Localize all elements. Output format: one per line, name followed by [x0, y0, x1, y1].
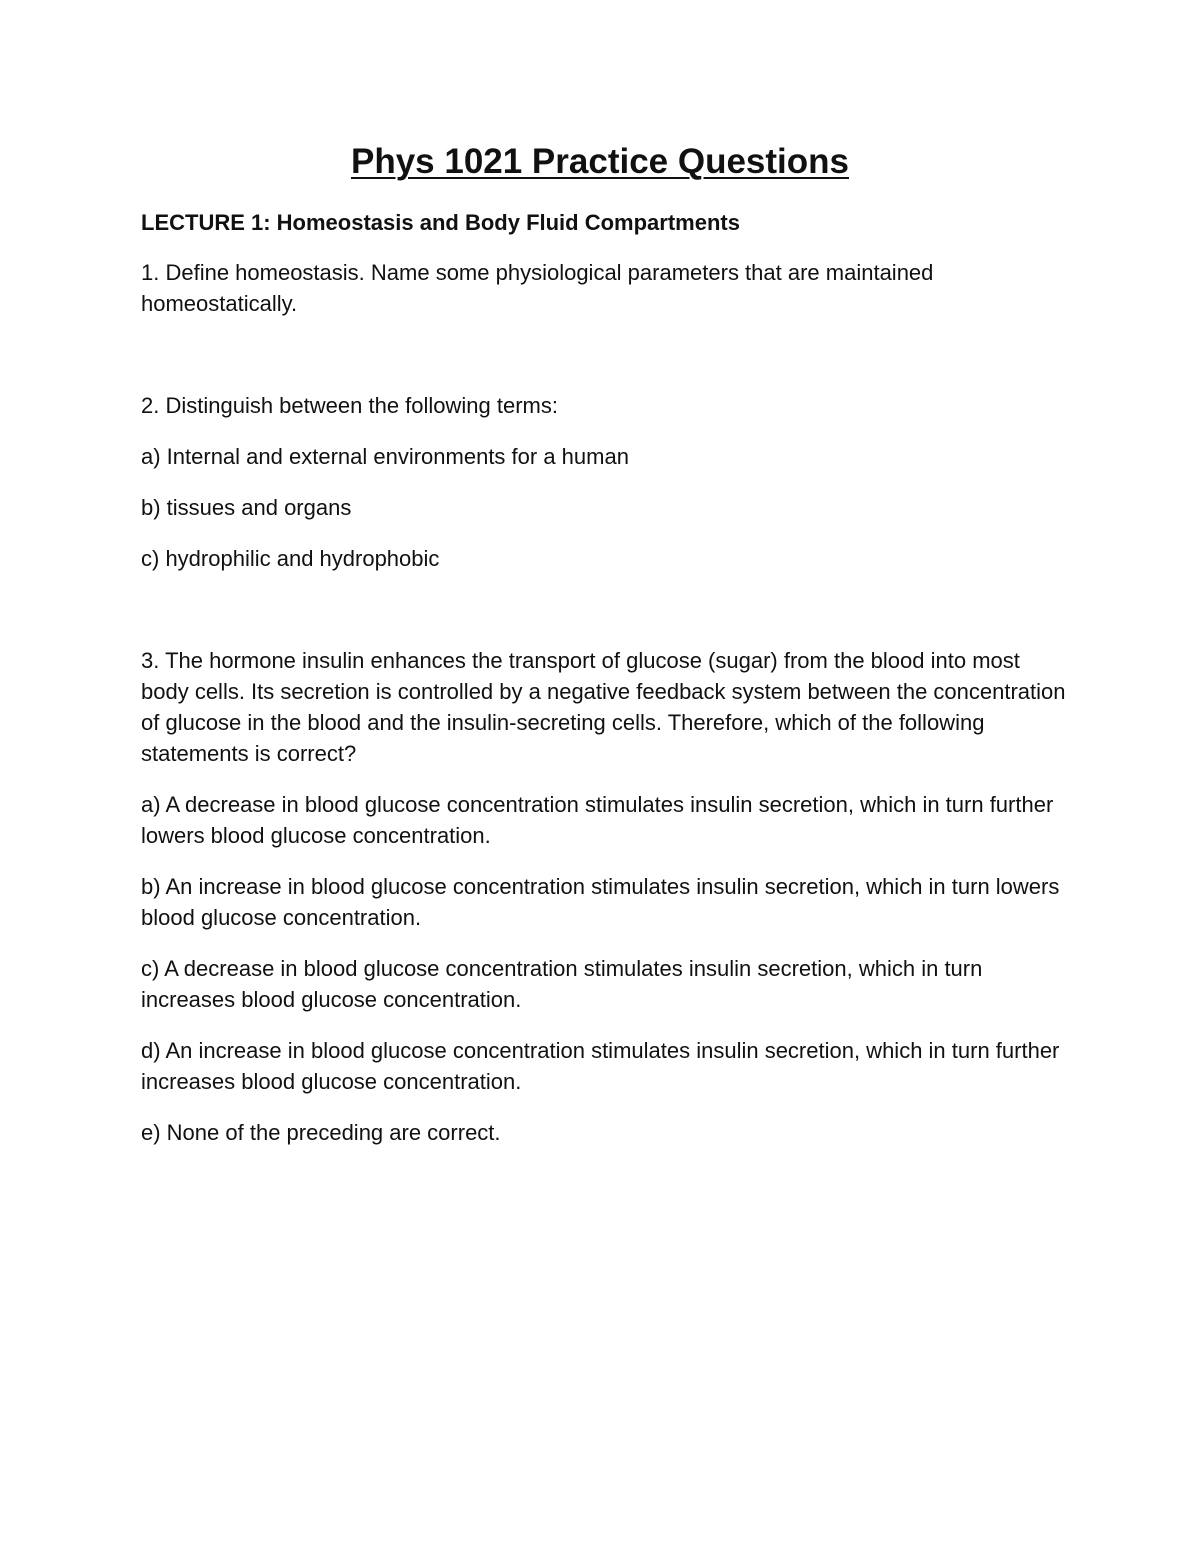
question-3: 3. The hormone insulin enhances the transport of glucose (sugar) from the blood into most body cells. Its secretion is controlled by a negative feedback system between the concentration of glucose in the blood and the insulin-secreting cells. Therefore, which of the following statements is correct?	[141, 648, 1066, 766]
question-2-option-c: c) hydrophilic and hydrophobic	[141, 546, 440, 571]
question-3-option-e: e) None of the preceding are correct.	[141, 1120, 501, 1145]
question-3-option-c: c) A decrease in blood glucose concentration stimulates insulin secretion, which in turn increases blood glucose concentration.	[141, 956, 983, 1012]
lecture-heading: LECTURE 1: Homeostasis and Body Fluid Compartments	[141, 210, 740, 235]
question-1: 1. Define homeostasis. Name some physiological parameters that are maintained homeostatically.	[141, 260, 934, 316]
question-2: 2. Distinguish between the following terms:	[141, 393, 558, 418]
document-body	[141, 207, 1071, 1148]
question-3-option-b: b) An increase in blood glucose concentration stimulates insulin secretion, which in turn lowers blood glucose concentration.	[141, 874, 1060, 930]
question-2-option-a: a) Internal and external environments for a human	[141, 444, 629, 469]
question-3-option-d: d) An increase in blood glucose concentration stimulates insulin secretion, which in turn further increases blood glucose concentration.	[141, 1038, 1060, 1094]
page-title: Phys 1021 Practice Questions	[350, 142, 850, 181]
question-3-option-a: a) A decrease in blood glucose concentration stimulates insulin secretion, which in turn further lowers blood glucose concentration.	[141, 792, 1054, 848]
question-2-option-b: b) tissues and organs	[141, 495, 352, 520]
